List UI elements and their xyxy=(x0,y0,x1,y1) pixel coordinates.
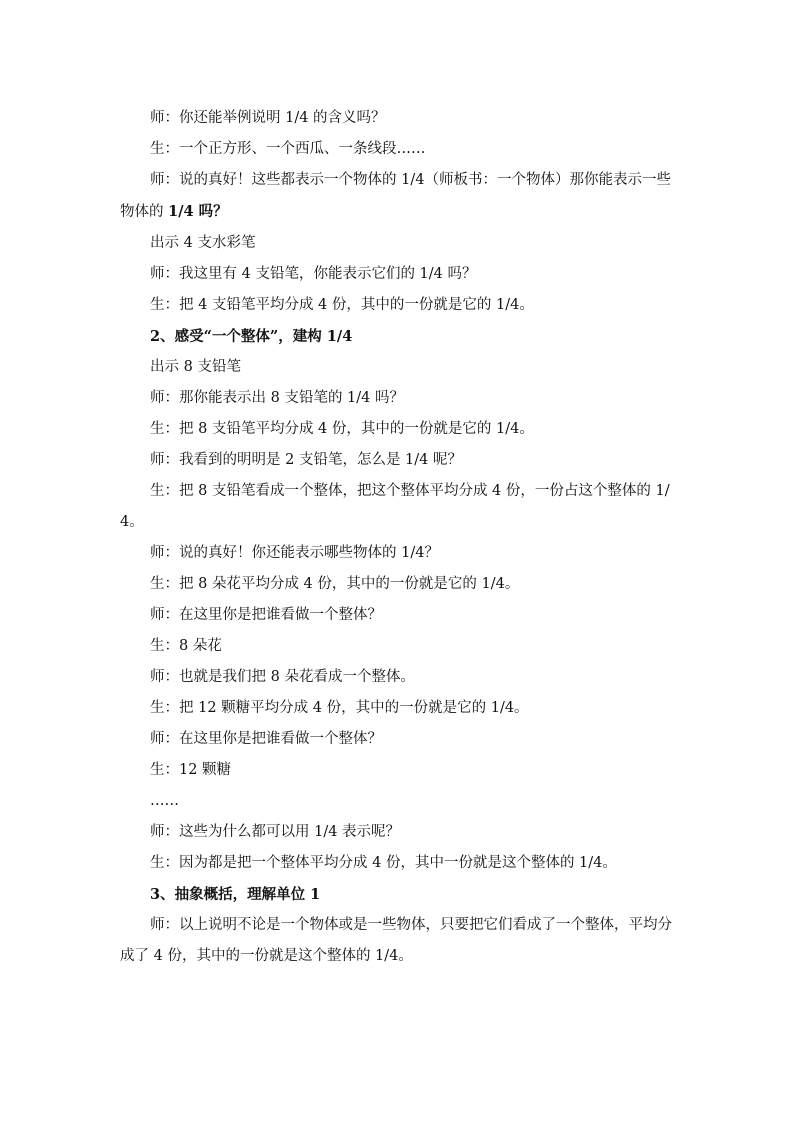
paragraph-18: 生：把 12 颗糖平均分成 4 份，其中的一份就是它的 1/4。 xyxy=(150,700,529,716)
paragraph-23: 生：因为都是把一个整体平均分成 4 份，其中一份就是这个整体的 1/4。 xyxy=(150,855,617,871)
paragraph-19: 师：在这里你是把谁看做一个整体？ xyxy=(150,731,382,747)
paragraph-3 xyxy=(120,165,680,228)
paragraph-13: 师：说的真好！你还能表示哪些物体的 1/4？ xyxy=(150,545,439,561)
paragraph-3-bold-tail: 1/4 吗？ xyxy=(168,203,228,220)
paragraph-14: 生：把 8 朵花平均分成 4 份，其中的一份就是它的 1/4。 xyxy=(150,576,520,592)
paragraph-1: 师：你还能举例说明 1/4 的含义吗？ xyxy=(150,110,386,126)
paragraph-4: 出示 4 支水彩笔 xyxy=(150,235,256,251)
paragraph-12: 生：把 8 支铅笔看成一个整体，把这个整体平均分成 4 份，一份占这个整体的 1/4。 xyxy=(120,483,670,530)
paragraph-17: 师：也就是我们把 8 朵花看成一个整体。 xyxy=(150,669,415,685)
paragraph-20: 生：12 颗糖 xyxy=(150,762,232,778)
paragraph-16: 生：8 朵花 xyxy=(150,638,222,654)
paragraph-15: 师：在这里你是把谁看做一个整体？ xyxy=(150,607,382,623)
ellipsis-line: …… xyxy=(150,793,179,809)
paragraph-6: 生：把 4 支铅笔平均分成 4 份，其中的一份就是它的 1/4。 xyxy=(150,297,534,313)
section-heading-2: 2、感受“一个整体”，建构 1/4 xyxy=(150,328,353,345)
paragraph-25: 师：以上说明不论是一个物体或是一些物体，只要把它们看成了一个整体，平均分成了 4 份，其中的一份就是这个整体的 1/4。 xyxy=(120,917,672,964)
paragraph-10: 生：把 8 支铅笔平均分成 4 份，其中的一份就是它的 1/4。 xyxy=(150,421,534,437)
paragraph-11: 师：我看到的明明是 2 支铅笔，怎么是 1/4 呢？ xyxy=(150,452,462,468)
paragraph-2: 生：一个正方形、一个西瓜、一条线段…… xyxy=(150,141,426,157)
paragraph-5: 师：我这里有 4 支铅笔，你能表示它们的 1/4 吗？ xyxy=(150,266,477,282)
paragraph-3-text: 师：说的真好！这些都表示一个物体的 1/4（师板书：一个物体）那你能表示一些物体的 xyxy=(120,172,671,220)
paragraph-22: 师：这些为什么都可以用 1/4 表示呢？ xyxy=(150,824,401,840)
section-heading-3: 3、抽象概括，理解单位 1 xyxy=(150,886,321,903)
paragraph-8: 出示 8 支铅笔 xyxy=(150,359,241,375)
document-body xyxy=(120,103,680,972)
paragraph-9: 师：那你能表示出 8 支铅笔的 1/4 吗？ xyxy=(150,390,404,406)
